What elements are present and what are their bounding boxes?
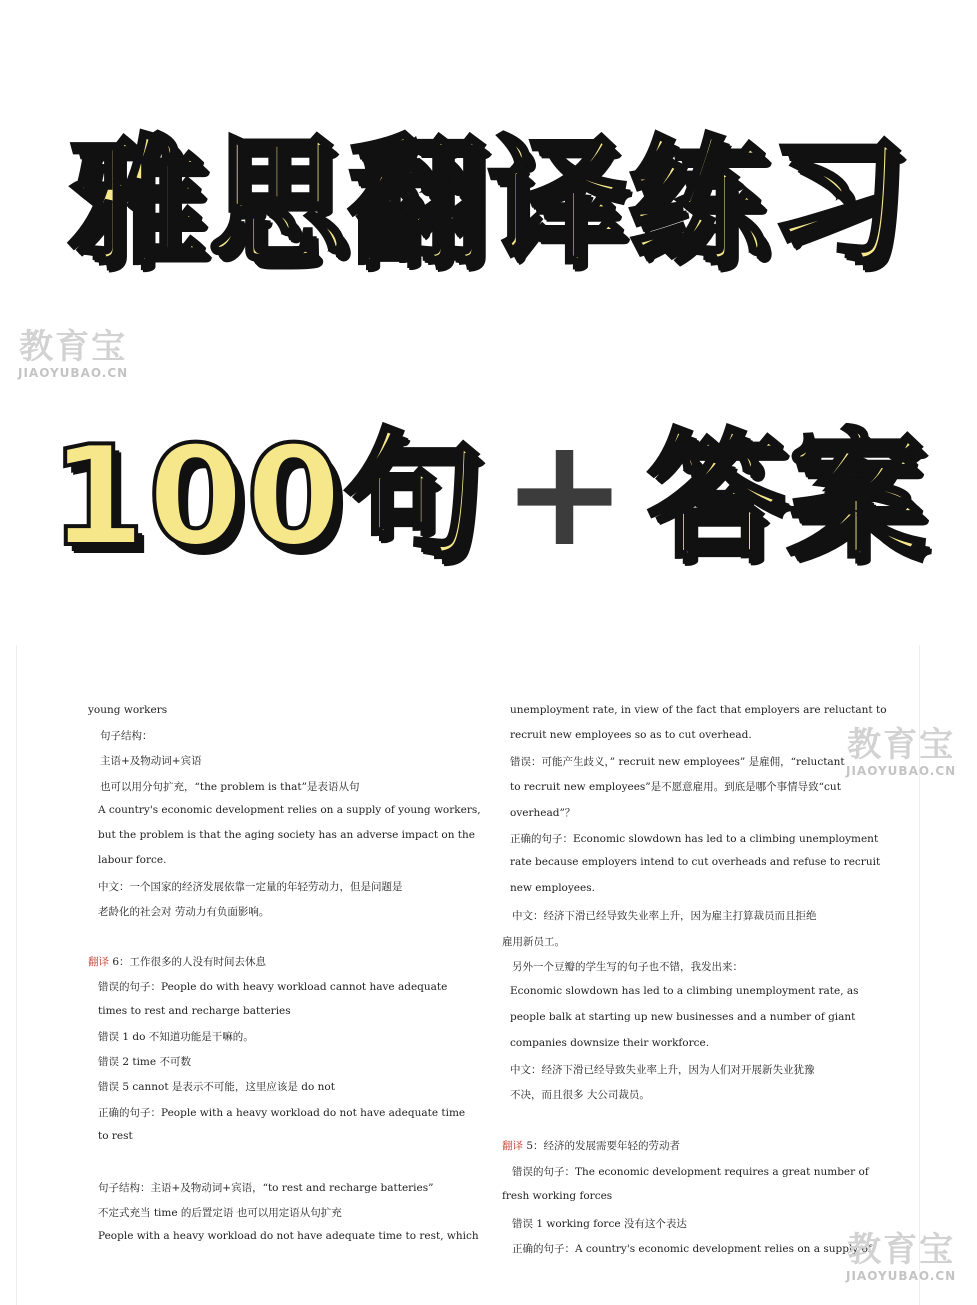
line-text: rate because employers intend to cut overheads and refuse to recruit xyxy=(510,856,881,868)
line-text: 5：经济的发展需要年轻的劳动者 xyxy=(523,1140,681,1152)
line-text: 不决，而且很多 大公司裁员。 xyxy=(510,1089,650,1101)
line-text: times to rest and recharge batteries xyxy=(98,1005,291,1017)
text-line xyxy=(98,979,447,994)
line-text: 也可以用分句扩充，“the problem is that”是表语从句 xyxy=(100,781,360,793)
text-line xyxy=(510,729,752,741)
hero-title-line-2 xyxy=(0,408,977,582)
section-label: 翻译 xyxy=(502,1140,523,1152)
watermark-cn: 教育宝 xyxy=(847,725,956,765)
line-text: fresh working forces xyxy=(502,1190,613,1202)
line-text: 错误：可能产生歧义，” recruit new employees” 是雇佣，“reluctant xyxy=(510,756,845,768)
line-text: 中文：经济下滑已经导致失业率上升，因为雇主打算裁员而且拒绝 xyxy=(512,910,817,922)
line-text: 正确的句子：Economic slowdown has led to a climbing unemployment xyxy=(510,833,879,845)
line-text: people balk at starting up new businesses and a number of giant xyxy=(510,1011,856,1023)
line-text: to rest xyxy=(98,1130,133,1142)
text-line xyxy=(510,1062,815,1077)
text-line xyxy=(510,1011,855,1023)
text-line xyxy=(98,1054,191,1069)
line-text: 句子结构：主语+及物动词+宾语，“to rest and recharge batteries” xyxy=(98,1182,434,1194)
watermark-cn: 教育宝 xyxy=(847,1230,956,1270)
text-line xyxy=(502,934,565,949)
line-text: 错误 2 time 不可数 xyxy=(98,1056,191,1068)
line-text: to recruit new employees”是不愿意雇用。到底是哪个事情导致“cut xyxy=(510,781,841,793)
text-line xyxy=(98,1205,342,1220)
line-text: 雇用新员工。 xyxy=(502,936,565,948)
text-line xyxy=(98,1230,479,1242)
text-line xyxy=(98,904,269,919)
text-line xyxy=(98,1105,465,1120)
text-line xyxy=(510,856,880,868)
plus-icon: + xyxy=(501,406,630,580)
line-text: 正确的句子：People with a heavy workload do not have adequate time xyxy=(98,1107,466,1119)
hero-count-text: 100句 xyxy=(49,416,484,577)
line-text: 错误的句子：People do with heavy workload cannot have adequate xyxy=(98,981,448,993)
hero-title-text: 雅思翻译练习 xyxy=(68,122,909,283)
text-line xyxy=(98,1180,434,1195)
text-line xyxy=(98,854,166,866)
line-text: young workers xyxy=(88,704,168,716)
text-line xyxy=(510,805,575,820)
text-line xyxy=(88,704,167,716)
text-line xyxy=(512,1164,869,1179)
watermark-logo xyxy=(846,1230,957,1283)
section-label: 翻译 xyxy=(88,956,109,968)
watermark-en: JIAOYUBAO.CN xyxy=(18,366,129,380)
text-line xyxy=(510,779,841,794)
text-line xyxy=(512,1216,687,1231)
line-text: 不定式充当 time 的后置定语 也可以用定语从句扩充 xyxy=(98,1207,342,1219)
text-line xyxy=(98,1130,133,1142)
line-text: 另外一个豆瓣的学生写的句子也不错，我发出来： xyxy=(512,961,743,973)
text-line xyxy=(510,985,859,997)
line-text: 错误 1 do 不知道功能是干嘛的。 xyxy=(98,1031,254,1043)
line-text: new employees. xyxy=(510,882,595,894)
line-text: A country's economic development relies on a supply of young workers, xyxy=(98,804,481,816)
line-text: 正确的句子：A country's economic development relies on a supply of xyxy=(512,1243,872,1255)
line-text: 句子结构： xyxy=(100,730,153,742)
hero-title-line-1 xyxy=(0,118,977,288)
text-line xyxy=(510,1037,709,1049)
line-text: but the problem is that the aging society has an adverse impact on the xyxy=(98,829,476,841)
text-line xyxy=(100,779,359,794)
text-line xyxy=(510,754,845,769)
line-text: 错误 1 working force 没有这个表达 xyxy=(512,1218,687,1230)
text-line xyxy=(98,829,475,841)
text-line xyxy=(510,882,595,894)
text-line xyxy=(510,704,887,716)
text-line xyxy=(100,753,202,768)
text-line xyxy=(98,1005,291,1017)
line-text: 错误的句子：The economic development requires a great number of xyxy=(512,1166,869,1178)
line-text: 老龄化的社会对 劳动力有负面影响。 xyxy=(98,906,270,918)
text-line xyxy=(502,1138,680,1153)
watermark-logo xyxy=(846,725,957,778)
line-text: overhead”？ xyxy=(510,807,576,819)
text-line xyxy=(502,1190,612,1202)
watermark-cn: 教育宝 xyxy=(19,327,128,367)
text-line xyxy=(98,879,403,894)
text-line xyxy=(98,1029,254,1044)
text-line xyxy=(512,959,743,974)
line-text: recruit new employees so as to cut overhead. xyxy=(510,729,752,741)
line-text: 中文：一个国家的经济发展依靠一定量的年轻劳动力，但是问题是 xyxy=(98,881,403,893)
watermark-logo xyxy=(18,327,129,380)
hero-answer-text: 答案 xyxy=(647,416,928,577)
text-line xyxy=(512,1241,872,1256)
line-text: companies downsize their workforce. xyxy=(510,1037,710,1049)
text-line xyxy=(100,728,153,743)
watermark-en: JIAOYUBAO.CN xyxy=(846,764,957,778)
text-line xyxy=(512,908,817,923)
line-text: labour force. xyxy=(98,854,167,866)
line-text: 6：工作很多的人没有时间去休息 xyxy=(109,956,267,968)
line-text: People with a heavy workload do not have adequate time to rest, which xyxy=(98,1230,479,1242)
text-line xyxy=(88,954,266,969)
line-text: 主语+及物动词+宾语 xyxy=(100,755,202,767)
line-text: 中文：经济下滑已经导致失业率上升，因为人们对开展新失业犹豫 xyxy=(510,1064,815,1076)
text-line xyxy=(510,831,878,846)
watermark-en: JIAOYUBAO.CN xyxy=(846,1269,957,1283)
text-line xyxy=(98,1079,335,1094)
line-text: 错误 5 cannot 是表示不可能，这里应该是 do not xyxy=(98,1081,335,1093)
text-line xyxy=(510,1087,650,1102)
text-line xyxy=(98,804,481,816)
line-text: Economic slowdown has led to a climbing unemployment rate, as xyxy=(510,985,859,997)
line-text: unemployment rate, in view of the fact that employers are reluctant to xyxy=(510,704,887,716)
